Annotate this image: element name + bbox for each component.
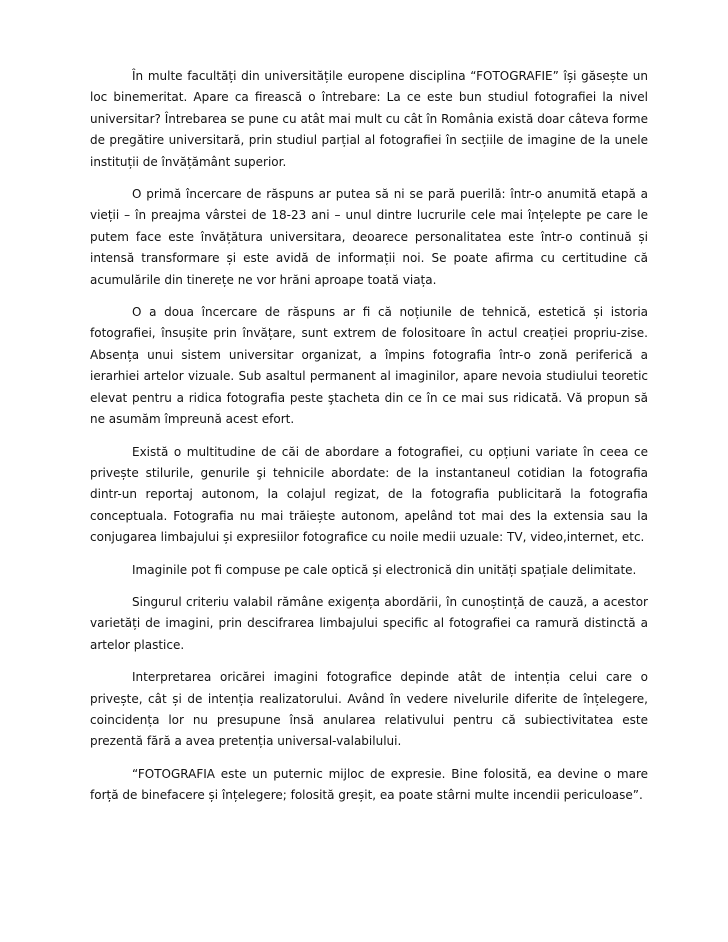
paragraph-7: Interpretarea oricărei imagini fotografice depinde atât de intenția celui care o privește, cât și de intenția realizatorului. Având în vedere nivelurile diferite de înțelegere, coincidența lor nu presupune însă anularea relativului pentru că subiectivitatea este prezentă fără a avea pretenția universal-valabilului. <box>90 670 648 749</box>
document-page <box>90 66 648 807</box>
paragraph-6: Singurul criteriu valabil rămâne exigența abordării, în cunoștință de cauză, a acestor varietăți de imagini, prin descifrarea limbajului specific al fotografiei ca ramură distinctă a artelor plastice. <box>90 594 648 652</box>
paragraph-1: În multe facultăți din universitățile europene disciplina “FOTOGRAFIE” își găsește un loc binemeritat. Apare ca firească o întrebare: La ce este bun studiul fotografiei la nivel universitar? Întrebarea se pune cu atât mai mult cu cât în România există doar câteva forme de pregătire universitară, prin studiul parțial al fotografiei în secțiile de imagine de la unele instituții de învățământ superior. <box>90 69 648 169</box>
paragraph-5: Imaginile pot fi compuse pe cale optică și electronică din unități spațiale delimitate. <box>132 562 637 577</box>
paragraph-2: O primă încercare de răspuns ar putea să ni se pară puerilă: într-o anumită etapă a vieții – în preajma vârstei de 18-23 ani – unul dintre lucrurile cele mai înțelepte pe care le putem face este învățătura universitara, deoarece personalitatea este într-o continuă și intensă transformare și este avidă de informații noi. Se poate afirma cu certitudine că acumulările din tinerețe ne vor hrăni aproape toată viața. <box>90 187 648 287</box>
paragraph-3: O a doua încercare de răspuns ar fi că noțiunile de tehnică, estetică și istoria fotografiei, însușite prin învățare, sunt extrem de folositoare în actul creației propriu-zise. Absența unui sistem universitar organizat, a împins fotografia într-o zonă periferică a ierarhiei artelor vizuale. Sub asaltul permanent al imaginilor, apare nevoia studiului teoretic elevat pentru a ridica fotografia peste ştacheta din ce în ce mai sus ridicată. Vă propun să ne asumăm împreună acest efort. <box>90 305 648 427</box>
paragraph-4: Există o multitudine de căi de abordare a fotografiei, cu opțiuni variate în ceea ce privește stilurile, genurile şi tehnicile abordate: de la instantaneul cotidian la fotografia dintr-un reportaj autonom, la colajul regizat, de la fotografia publicitară la fotografia conceptuala. Fotografia nu mai trăiește autonom, apelând tot mai des la extensia sau la conjugarea limbajului și expresiilor fotografice cu noile medii uzuale: TV, video,internet, etc. <box>90 444 648 545</box>
paragraph-8: “FOTOGRAFIA este un puternic mijloc de expresie. Bine folosită, ea devine o mare forță de binefacere și înțelegere; folosită greșit, ea poate stârni multe incendii periculoase”. <box>90 766 648 803</box>
